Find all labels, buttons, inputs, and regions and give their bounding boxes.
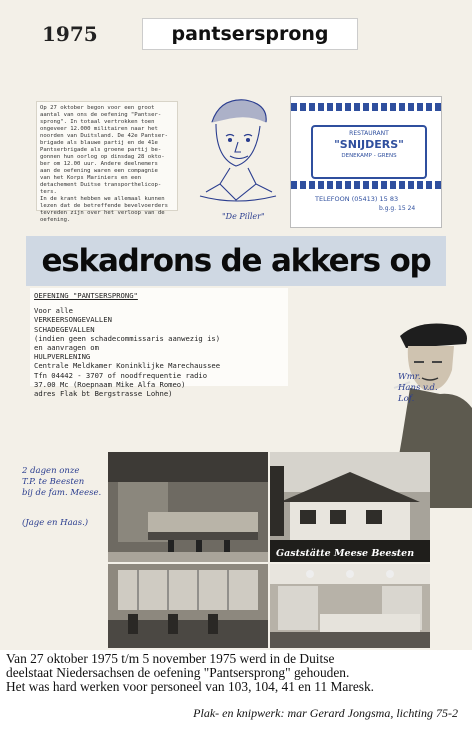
memo-line: adres Flak bt Bergstrasse Lohne) <box>34 389 173 399</box>
handwritten-note-tp: 2 dagen onze T.P. te Beesten bij de fam. Meese. <box>22 466 102 498</box>
gaststatte-exterior-photo <box>270 452 430 562</box>
wrapper-telephone: TELEFOON (05413) 15 83 <box>315 195 399 203</box>
headline-text: pantsersprong <box>171 23 329 45</box>
restaurant-sugar-wrapper <box>290 96 442 228</box>
caption-line: Het was hard werken voor personeel van 103, 104, 41 en 11 Maresk. <box>6 679 375 694</box>
wrapper-restaurant-label: RESTAURANT <box>349 130 389 137</box>
memo-line: HULPVERLENING <box>34 352 91 362</box>
caption-line: deelstaat Niedersachsen de oefening "Pantsersprong" gehouden. <box>6 665 350 680</box>
handwritten-note-jage: (Jage en Haas.) <box>22 518 89 528</box>
memo-line: SCHADEGEVALLEN <box>34 324 95 334</box>
caption-line: Van 27 oktober 1975 t/m 5 november 1975 werd in de Duitse <box>6 651 335 666</box>
headline-clipping <box>142 18 358 50</box>
memo-line: (indien geen schadecommissaris aanwezig is) <box>34 333 221 343</box>
memo-line: Tfn 04442 - 3707 of noodfrequentie radio <box>34 370 208 380</box>
memo-title: OEFENING "PANTSERSPRONG" <box>34 291 138 300</box>
photo-collage <box>108 452 430 648</box>
newspaper-banner <box>26 236 446 286</box>
sketch-caption: "De Piller" <box>222 212 265 221</box>
soldier-sketch <box>190 88 280 218</box>
memo-line: Centrale Meldkamer Koninklijke Marechaussee <box>34 361 221 371</box>
page-year: 1975 <box>42 22 98 46</box>
handwritten-note-wmr: Wmr. Hans v.d. Lof. <box>398 372 438 404</box>
intro-clipping: Op 27 oktober begon voor een groot aantal van ons de oefening "Pantser- sprong". In totaal vertrokken toen ongeveer 12.000 militairen naar het noorden van Duitsland. De 42e Pantser- brigade als blauwe partij en de 41e Pantserbrigade als groene partij be- gonnen hun oorlog op dinsdag 28 okto- ber om 12.00 uur. Andere deelnemers aan de oefening waren een compagnie van het Korps Mariniers en een detachement Duitse transporthelicop- ters. In de krant hebben we allemaal kunnen lezen dat de betreffende bevelvoerders tevreden zijn over het verloop van de oefening. <box>36 101 178 211</box>
memo-line: VERKEERSONGEVALLEN <box>34 315 112 325</box>
dining-room-photo <box>108 564 268 648</box>
photo-caption: Gaststätte Meese Beesten <box>276 548 415 559</box>
memo-line: en aanvragen om <box>34 343 99 353</box>
wrapper-stripe-top <box>291 103 441 111</box>
wrapper-logo-box <box>311 125 427 179</box>
wrapper-telephone-alt: b.g.g. 15 24 <box>379 205 416 212</box>
wrapper-restaurant-name: "SNIJDERS" <box>334 138 404 151</box>
memo-line: 37.00 Mc (Roepnaam Mike Alfa Romeo) <box>34 379 186 389</box>
wrapper-place: DENEKAMP - GRENS <box>341 153 397 159</box>
exercise-memo <box>30 288 288 399</box>
memo-line: Voor alle <box>34 306 73 316</box>
banner-text: eskadrons de akkers op <box>41 243 431 279</box>
page-caption <box>6 652 468 694</box>
credit-line: Plak- en knipwerk: mar Gerard Jongsma, lichting 75-2 <box>193 706 458 720</box>
wrapper-stripe-bottom <box>291 181 441 189</box>
bar-interior-photo <box>108 452 268 562</box>
hall-interior-photo <box>270 564 430 648</box>
